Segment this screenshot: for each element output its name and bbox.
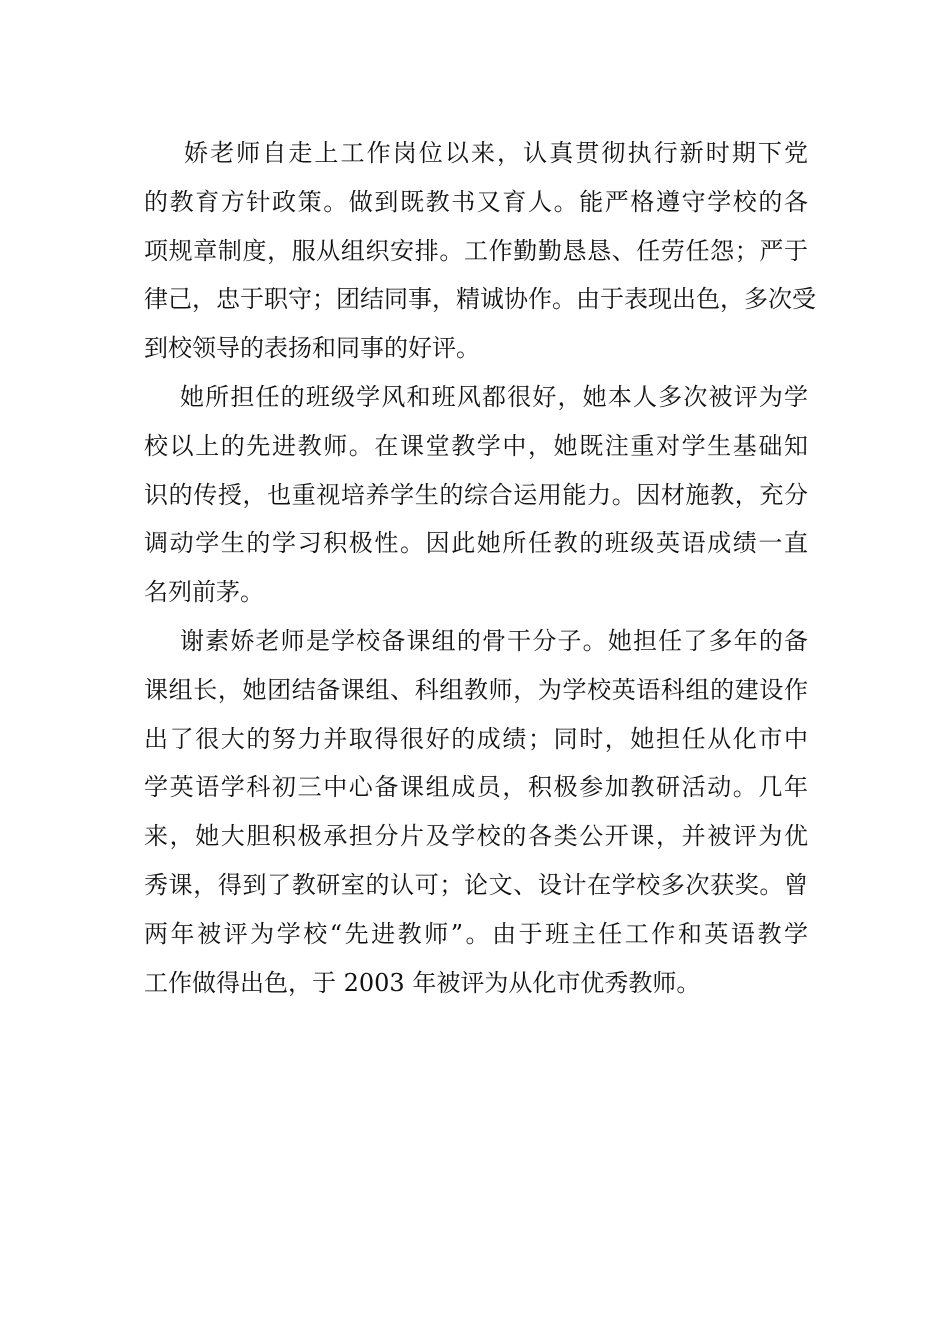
paragraph-2 [144,373,808,617]
document-body [144,129,816,1007]
paragraph-line: 项规章制度，服从组织安排。工作勤勤恳恳、任劳任怨；严于 [144,236,808,265]
paragraph-line: 出了很大的努力并取得很好的成绩；同时，她担任从化市中 [144,724,808,753]
paragraph-line: 来，她大胆积极承担分片及学校的各类公开课，并被评为优 [144,822,808,851]
paragraph-line: 调动学生的学习积极性。因此她所任教的班级英语成绩一直 [144,529,808,558]
paragraph-1 [144,129,816,373]
paragraph-line: 校以上的先进教师。在课堂教学中，她既注重对学生基础知 [144,431,808,460]
paragraph-line: 到校领导的表扬和同事的好评。 [144,334,480,363]
paragraph-line: 谢素娇老师是学校备课组的骨干分子。她担任了多年的备 [180,626,808,655]
paragraph-line: 两年被评为学校“先进教师”。由于班主任工作和英语教学 [144,919,808,948]
paragraph-line: 娇老师自走上工作岗位以来，认真贯彻执行新时期下党 [184,139,808,167]
paragraph-line: 的教育方针政策。做到既教书又育人。能严格遵守学校的各 [144,187,808,216]
paragraph-line: 课组长，她团结备课组、科组教师，为学校英语科组的建设作 [144,675,808,704]
paragraph-line: 秀课，得到了教研室的认可；论文、设计在学校多次获奖。曾 [144,870,808,899]
paragraph-3 [144,617,808,1007]
paragraph-line: 工作做得出色，于 2003 年被评为从化市优秀教师。 [144,968,701,997]
paragraph-line: 律己，忠于职守；团结同事，精诚协作。由于表现出色，多次受 [144,285,816,314]
paragraph-line: 学英语学科初三中心备课组成员，积极参加教研活动。几年 [144,773,808,802]
paragraph-line: 她所担任的班级学风和班风都很好，她本人多次被评为学 [180,382,808,411]
paragraph-line: 识的传授，也重视培养学生的综合运用能力。因材施教，充分 [144,480,808,509]
paragraph-line: 名列前茅。 [144,578,264,607]
